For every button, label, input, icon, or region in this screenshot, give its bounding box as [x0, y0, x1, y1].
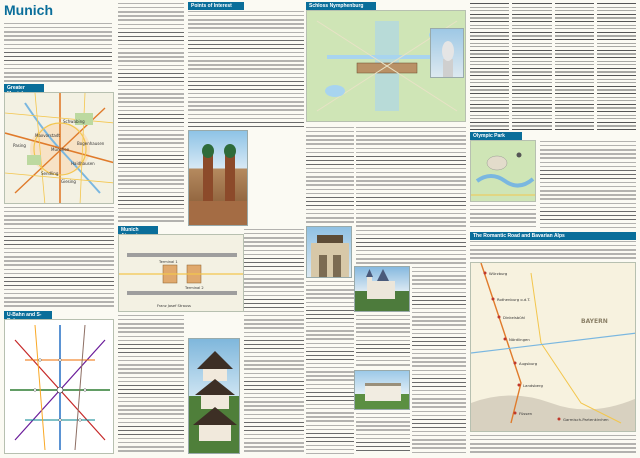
info-text-col5-bottom — [356, 412, 410, 454]
olympic-text-left — [470, 204, 536, 230]
info-text-col3 — [244, 228, 304, 454]
palace-building — [357, 63, 417, 73]
airport-label: Franz Josef Strauss — [157, 304, 191, 308]
region-label: Füssen — [519, 411, 533, 416]
info-text-col4-lower — [306, 280, 354, 454]
city-label: Schwabing — [63, 119, 85, 124]
subway-map-svg — [5, 320, 114, 454]
city-label: Bogenhausen — [77, 141, 105, 146]
region-label: Dinkelsbühl — [503, 315, 526, 320]
region-label: BAYERN — [581, 318, 608, 325]
airport-map[interactable] — [118, 234, 244, 312]
region-label: Augsburg — [519, 361, 538, 366]
city-label: Haidhausen — [71, 161, 95, 166]
poi-text — [188, 10, 304, 128]
romantic-road-footer — [470, 434, 636, 454]
runway-south — [127, 291, 237, 295]
nymphenburg-title: Schloss Nymphenburg — [309, 3, 364, 9]
city-label: Sendling — [41, 171, 59, 176]
romantic-road-map-svg — [471, 263, 636, 432]
chinese-tower-photo — [188, 338, 240, 454]
statue-photo — [430, 28, 464, 78]
info-text-col4 — [306, 126, 354, 224]
subway-title: U-Bahn and S- — [7, 312, 42, 318]
info-text-col2-lower — [118, 314, 184, 454]
romantic-road-map[interactable] — [470, 262, 636, 432]
info-text-col2 — [118, 2, 184, 224]
pond — [325, 85, 345, 97]
hub-station — [57, 387, 63, 393]
title-text: Munich — [4, 2, 53, 18]
overview-map[interactable] — [4, 92, 114, 204]
airport-title: Munich — [121, 227, 139, 233]
page-title — [4, 2, 114, 22]
frauenkirche-photo — [188, 130, 248, 226]
romantic-road-header — [470, 232, 636, 240]
olympic-park-title: Olympic Park — [473, 133, 505, 139]
airport-label: Terminal 1 — [159, 260, 178, 264]
olympic-park-map[interactable] — [470, 140, 536, 202]
poi-title: Points of Interest — [191, 3, 232, 9]
info-text-left — [4, 206, 114, 310]
nymphenburg-header — [306, 2, 376, 10]
olympic-tower — [517, 153, 522, 158]
city-label: Giesing — [61, 179, 76, 184]
info-text-col5-lower — [412, 266, 466, 454]
olympic-park-map-svg — [471, 141, 536, 202]
neuschwanstein-photo — [354, 266, 410, 312]
runway-north — [127, 253, 237, 257]
romantic-road-intro — [470, 240, 636, 260]
street-index — [470, 2, 636, 130]
siegestor-photo — [306, 226, 352, 278]
intro-text — [4, 22, 112, 82]
linderhof-photo — [354, 370, 410, 410]
poi-header — [188, 2, 244, 10]
info-text-col5-mid — [356, 314, 410, 368]
olympic-park-header — [470, 132, 522, 140]
region-label: Rothenburg o.d.T. — [497, 297, 531, 302]
region-label: Nördlingen — [509, 337, 530, 342]
city-label: München — [51, 147, 70, 152]
airport-map-svg — [119, 235, 244, 312]
overview-map-svg — [5, 93, 114, 204]
overview-map-title: Greater — [7, 85, 25, 91]
romantic-road-title: The Romantic Road and Bavarian Alps — [473, 233, 565, 239]
olympic-stadium — [487, 156, 507, 170]
region-label: Würzburg — [489, 271, 508, 276]
city-label: Maxvorstadt — [35, 133, 60, 138]
region-label: Landsberg — [523, 383, 543, 388]
olympic-text — [540, 140, 636, 230]
info-text-col5 — [356, 126, 466, 264]
subway-map[interactable] — [4, 319, 114, 454]
airport-label: Terminal 2 — [185, 286, 204, 290]
city-label: Pasing — [13, 143, 26, 148]
region-label: Garmisch-Partenkirchen — [563, 417, 609, 422]
park-area-west — [27, 155, 41, 165]
